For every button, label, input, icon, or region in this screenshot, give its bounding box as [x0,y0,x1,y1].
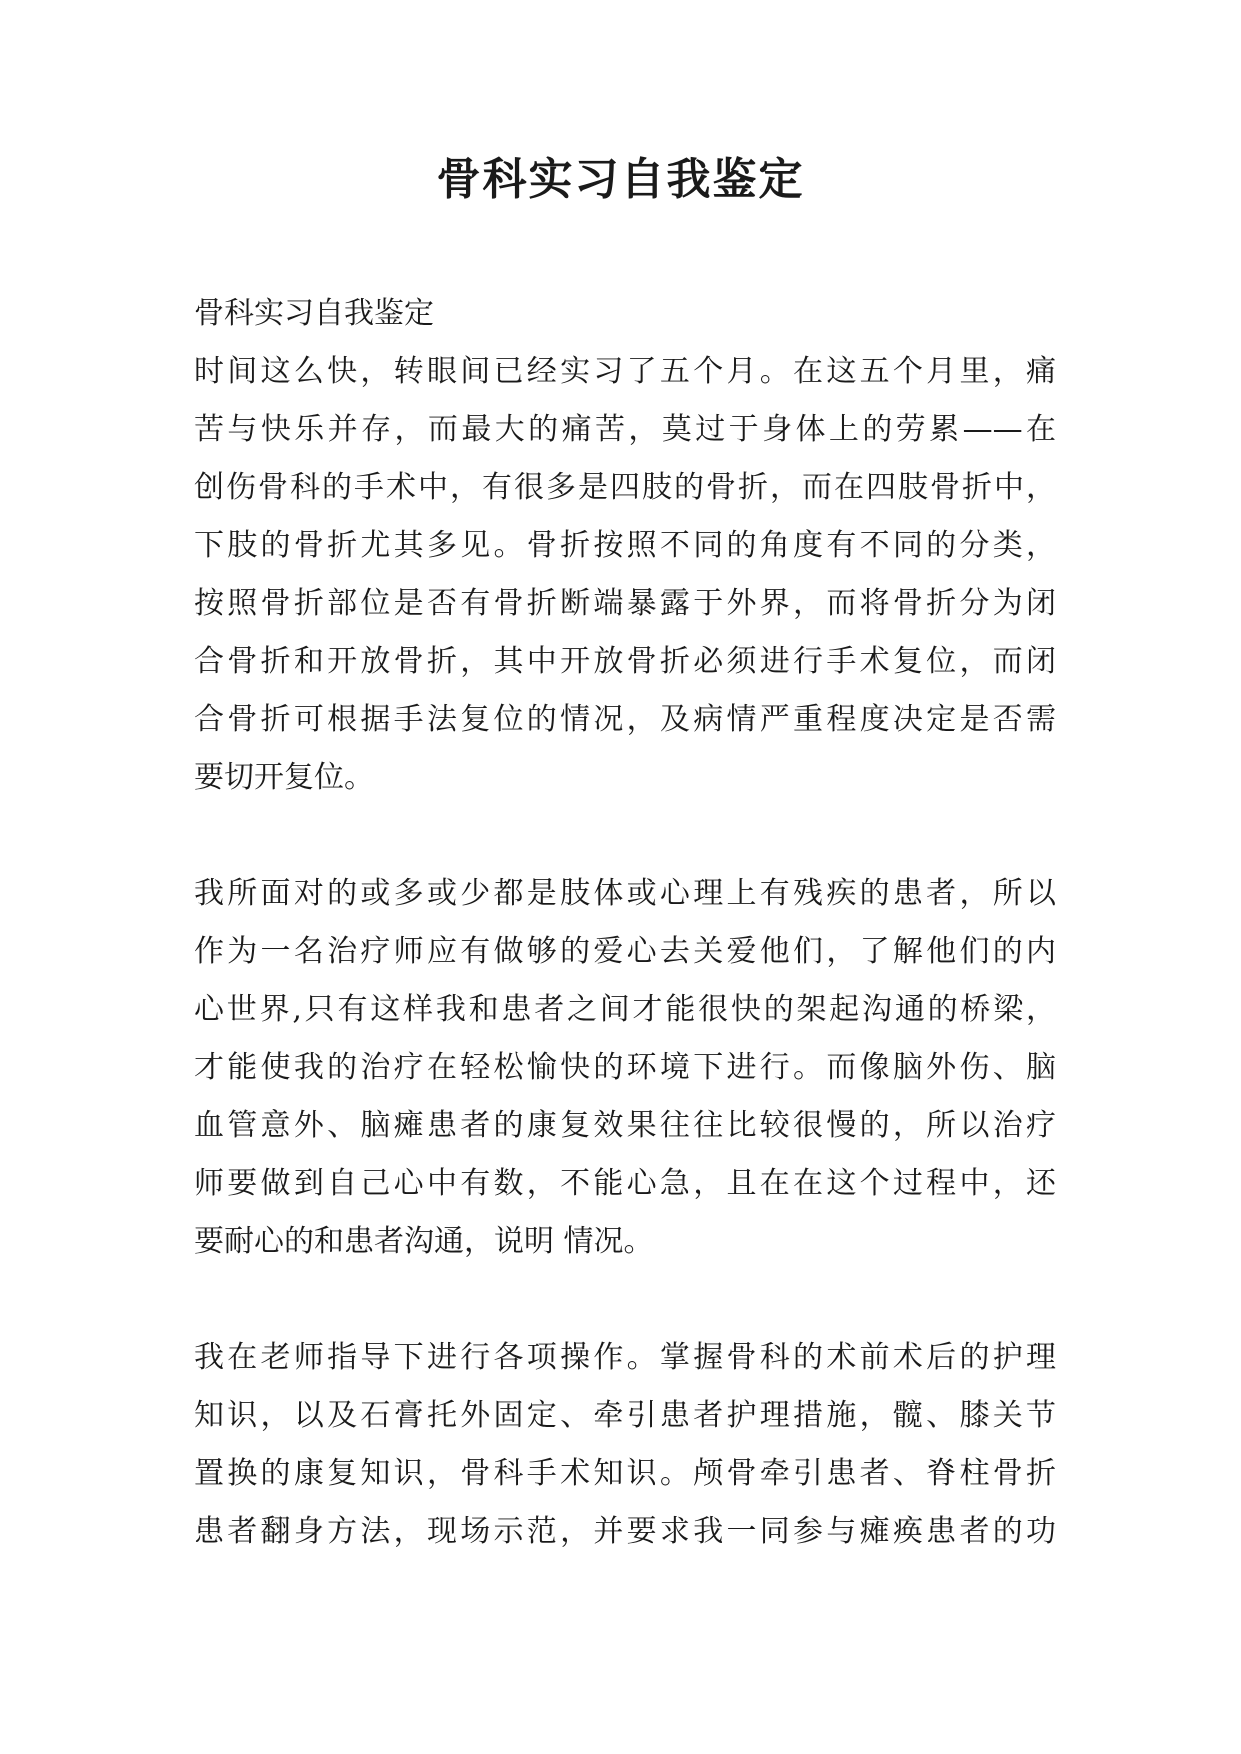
text-line: 时间这么快，转眼间已经实习了五个月。在这五个月里，痛 [194,354,1056,389]
text-line: 苦与快乐并存，而最大的痛苦，莫过于身体上的劳累——在 [194,412,1056,447]
text-line: 合骨折可根据手法复位的情况，及病情严重程度决定是否需 [194,702,1056,737]
text-line: 心世界,只有这样我和患者之间才能很快的架起沟通的桥梁， [194,992,1056,1027]
subtitle-line: 骨科实习自我鉴定 [194,296,434,331]
text-line: 师要做到自己心中有数，不能心急，且在在这个过程中，还 [194,1166,1056,1201]
text-line: 要耐心的和患者沟通，说明 情况。 [194,1224,654,1259]
text-line: 合骨折和开放骨折，其中开放骨折必须进行手术复位，而闭 [194,644,1056,679]
text-line: 置换的康复知识，骨科手术知识。颅骨牵引患者、脊柱骨折 [194,1456,1056,1491]
text-line: 患者翻身方法，现场示范，并要求我一同参与瘫痪患者的功 [194,1514,1056,1549]
text-line: 我在老师指导下进行各项操作。掌握骨科的术前术后的护理 [194,1340,1056,1375]
text-line: 要切开复位。 [194,760,374,795]
text-line: 才能使我的治疗在轻松愉快的环境下进行。而像脑外伤、脑 [194,1050,1056,1085]
text-line: 下肢的骨折尤其多见。骨折按照不同的角度有不同的分类， [194,528,1056,563]
text-line: 按照骨折部位是否有骨折断端暴露于外界，而将骨折分为闭 [194,586,1056,621]
text-line: 作为一名治疗师应有做够的爱心去关爱他们，了解他们的内 [194,934,1056,969]
text-line: 创伤骨科的手术中，有很多是四肢的骨折，而在四肢骨折中， [194,470,1056,505]
text-line: 我所面对的或多或少都是肢体或心理上有残疾的患者，所以 [194,876,1056,911]
text-line: 知识，以及石膏托外固定、牵引患者护理措施，髋、膝关节 [194,1398,1056,1433]
document-title: 骨科实习自我鉴定 [436,154,805,205]
text-line: 血管意外、脑瘫患者的康复效果往往比较很慢的，所以治疗 [194,1108,1056,1143]
